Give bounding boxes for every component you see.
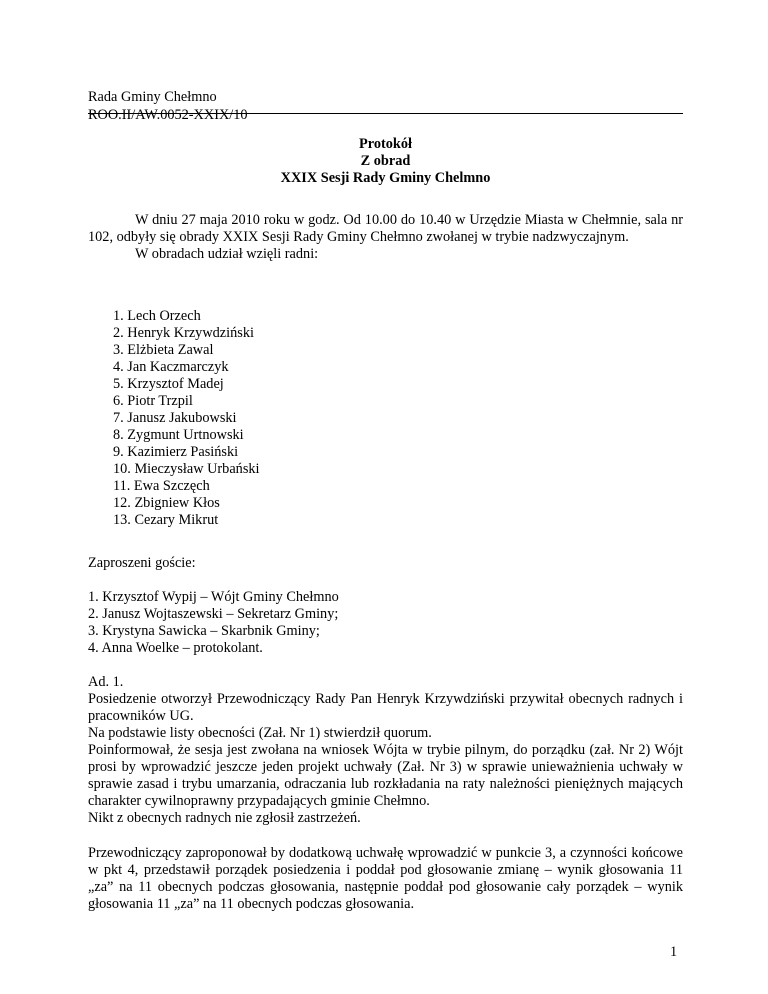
list-item: 5. Krzysztof Madej xyxy=(113,376,224,392)
list-item: 3. Krystyna Sawicka – Skarbnik Gminy; xyxy=(88,623,320,639)
title-line-1: Protokół xyxy=(359,136,412,152)
intro-paragraph: W dniu 27 maja 2010 roku w godz. Od 10.00 do 10.40 w Urzędzie Miasta w Chełmnie, sala nr 102, odbyły się obrady XXIX Sesji Rady Gminy Chełmno zwołanej w trybie nadzwyczajnym. xyxy=(88,212,683,245)
paragraph: Nikt z obecnych radnych nie zgłosił zastrzeżeń. xyxy=(88,810,361,826)
list-item: 2. Janusz Wojtaszewski – Sekretarz Gminy; xyxy=(88,606,339,622)
paragraph: Przewodniczący zaproponował by dodatkową uchwałę wprowadzić w punkcie 3, a czynności końcowe w pkt 4, przedstawił porządek posiedzenia i poddał pod głosowanie zmianę – wynik głosowania 11 „za” na 11 obecnych podczas głosowania, następnie poddał pod głosowanie cały porządek – wynik głosowania 11 „za” na 11 obecnych podczas głosowania. xyxy=(88,845,683,912)
title-line-3: XXIX Sesji Rady Gminy Chelmno xyxy=(280,170,491,186)
page-number: 1 xyxy=(670,944,678,960)
document-title xyxy=(88,136,683,187)
list-item: 9. Kazimierz Pasiński xyxy=(113,444,239,460)
list-item: 8. Zygmunt Urtnowski xyxy=(113,427,244,443)
list-item: 13. Cezary Mikrut xyxy=(113,512,219,528)
list-item: 3. Elżbieta Zawal xyxy=(113,342,214,358)
document-header xyxy=(88,88,248,124)
guests-heading: Zaproszeni goście: xyxy=(88,555,196,571)
list-item: 6. Piotr Trzpil xyxy=(113,393,193,409)
header-divider xyxy=(88,113,683,114)
list-item: 4. Anna Woelke – protokolant. xyxy=(88,640,263,656)
guests-list xyxy=(88,589,339,657)
agenda-item-1 xyxy=(88,674,683,827)
list-item: 12. Zbigniew Kłos xyxy=(113,495,220,511)
councillors-list xyxy=(113,308,260,529)
paragraph: Posiedzenie otworzył Przewodniczący Rady Pan Henryk Krzywdziński przywitał obecnych radnych i pracowników UG. xyxy=(88,691,683,724)
intro-section xyxy=(88,212,683,263)
list-item: 10. Mieczysław Urbański xyxy=(113,461,260,477)
list-item: 2. Henryk Krzywdziński xyxy=(113,325,254,341)
list-item: 7. Janusz Jakubowski xyxy=(113,410,237,426)
chair-proposal xyxy=(88,845,683,913)
paragraph: Na podstawie listy obecności (Zał. Nr 1) stwierdził quorum. xyxy=(88,725,432,741)
paragraph: Poinformował, że sesja jest zwołana na wniosek Wójta w trybie pilnym, do porządku (zał. Nr 2) Wójt prosi by wprowadzić jeszcze jeden projekt uchwały (Zał. Nr 3) w sprawie unieważnienia uchwały w sprawie zasad i trybu umarzania, odraczania lub rozkładania na raty należności pieniężnych mających charakter cywilnoprawny przypadających gminie Chełmno. xyxy=(88,742,683,809)
list-item: 11. Ewa Szczęch xyxy=(113,478,210,494)
list-item: 1. Krzysztof Wypij – Wójt Gminy Chełmno xyxy=(88,589,339,605)
title-line-2: Z obrad xyxy=(360,153,411,169)
list-item: 4. Jan Kaczmarczyk xyxy=(113,359,229,375)
section-heading: Ad. 1. xyxy=(88,674,124,690)
organization-name: Rada Gminy Chełmno xyxy=(88,89,217,105)
reference-number: ROO.II/AW.0052-XXIX/10 xyxy=(88,107,248,123)
list-item: 1. Lech Orzech xyxy=(113,308,201,324)
attendance-heading: W obradach udział wzięli radni: xyxy=(135,246,319,262)
